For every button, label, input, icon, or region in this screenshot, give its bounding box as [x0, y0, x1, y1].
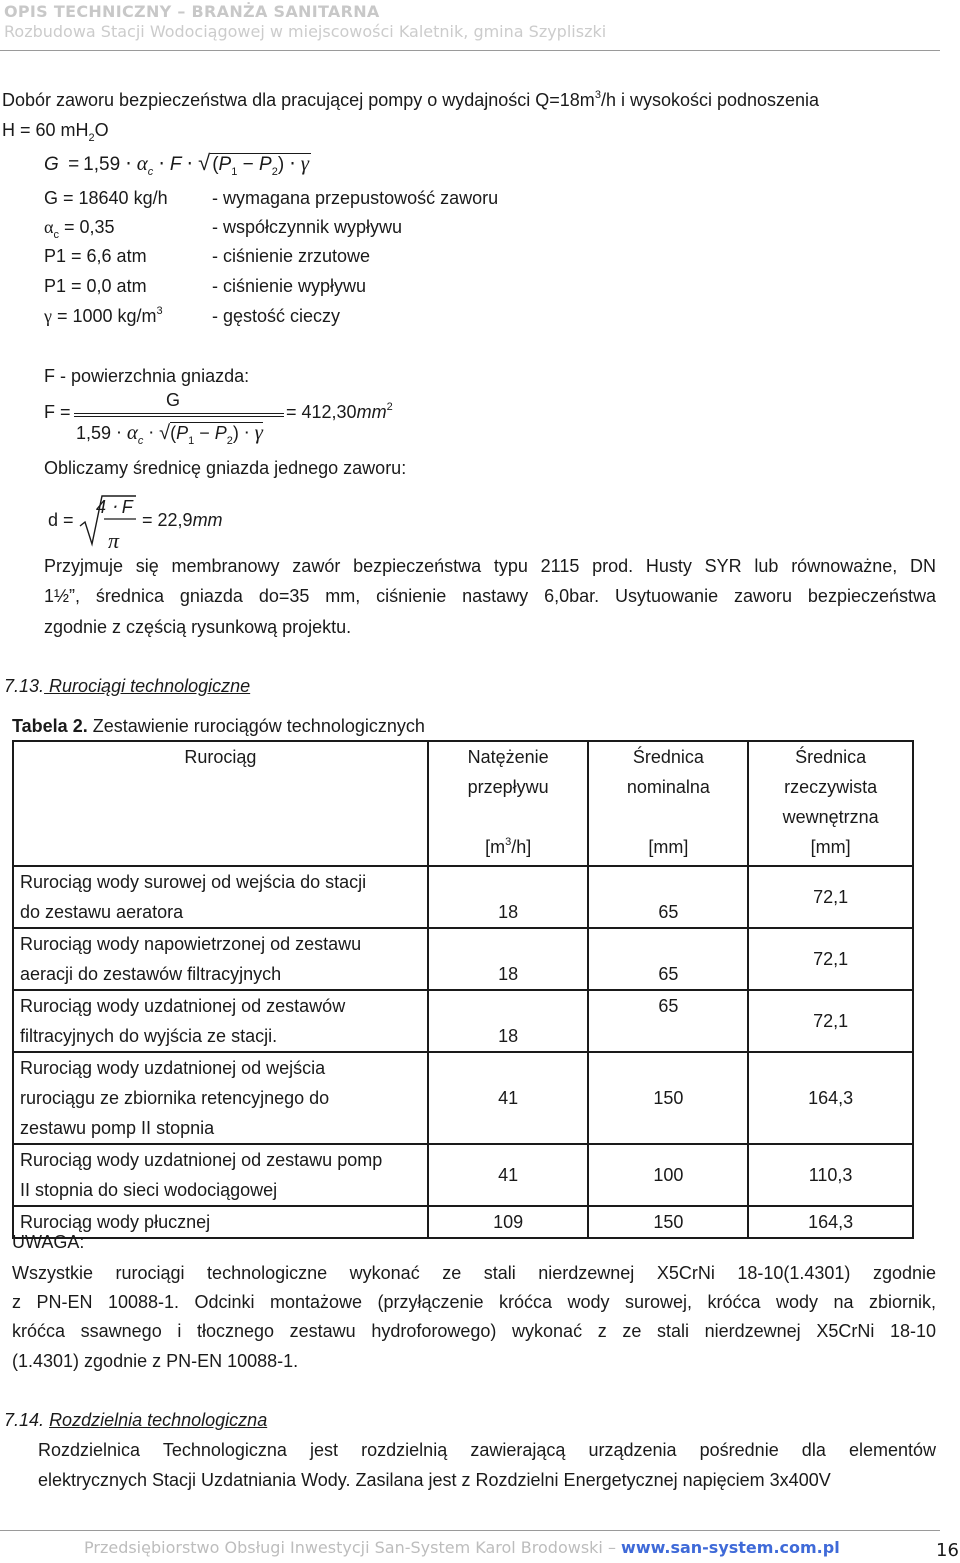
row-dn: 150 [588, 1206, 748, 1238]
formula-d-numerator: 4 ⋅ F [96, 497, 133, 517]
table-row [13, 1144, 913, 1206]
param-desc-gamma: - gęstość cieczy [212, 306, 341, 326]
row-flow: 18 [428, 928, 589, 990]
row-dn: 65 [588, 866, 748, 928]
table-caption: Tabela 2. Zestawienie rurociągów technologicznych [12, 716, 425, 736]
header-dn: Średnica nominalna [588, 741, 748, 832]
selection-text-line-3: zgodnie z częścią rysunkową projektu. [44, 617, 352, 637]
note-line-3: króćca ssawnego i tłocznego zestawu hydroforowego) wykonać z ze stali nierdzewnej X5CrNi 18-10 [12, 1321, 936, 1341]
intro-line-1: Dobór zaworu bezpieczeństwa dla pracującej pompy o wydajności $Q=18m^3/h$ i wysokości podnoszenia [2, 89, 820, 110]
table-row [13, 990, 913, 1052]
header-title: OPIS TECHNICZNY – BRANŻA SANITARNA [4, 2, 380, 21]
table-row [13, 1052, 913, 1144]
units-dn: [mm] [588, 832, 748, 866]
pipes-table [12, 740, 914, 1239]
row-dn: 65 [588, 928, 748, 990]
formula-f-result: = $412,30mm^2$ [286, 401, 393, 422]
row-dint: 164,3 [748, 1052, 913, 1144]
row-dint: 72,1 [748, 928, 913, 990]
formula-f-denominator: $1,59 \cdot \alpha_c \cdot √(P_1 - P_2) \cdot \gamma$ [76, 420, 263, 447]
row-flow: 41 [428, 1144, 589, 1206]
param-desc-p1: - ciśnienie zrzutowe [212, 246, 371, 266]
param-desc-alpha: - współczynnik wypływu [212, 217, 403, 237]
row-dn: 150 [588, 1052, 748, 1144]
section-714-line-2: elektrycznych Stacji Uzdatniania Wody. Zasilana jest z Rozdzielni Energetycznej napięciem 3x400V [38, 1470, 831, 1490]
units-dint: [mm] [748, 832, 913, 866]
row-dint: 110,3 [748, 1144, 913, 1206]
param-desc-p2: - ciśnienie wypływu [212, 276, 367, 296]
table-row [13, 928, 913, 990]
section-713-heading: 7.13. Rurociągi technologiczne [4, 676, 251, 696]
row-dint: 72,1 [748, 866, 913, 928]
note-line-2: z PN-EN 10088-1. Odcinki montażowe (przyłączenie króćca wody surowej, króćca wody na zbiornik, [12, 1292, 936, 1312]
units-empty [13, 832, 428, 866]
row-flow: 109 [428, 1206, 589, 1238]
formula-f-bar-2 [74, 416, 284, 417]
row-name: Rurociąg wody uzdatnionej od zestawu pomp II stopnia do sieci wodociągowej [13, 1144, 428, 1206]
page-number: 16 [936, 1540, 959, 1561]
row-flow: 41 [428, 1052, 589, 1144]
row-dint: 164,3 [748, 1206, 913, 1238]
formula-f-bar [74, 413, 284, 414]
row-name: Rurociąg wody płucznej [13, 1206, 428, 1238]
formula-d-result: = 22,9mm [142, 510, 223, 530]
row-name: Rurociąg wody uzdatnionej od wejścia rurociągu ze zbiornika retencyjnego do zestawu pomp II stopnia [13, 1052, 428, 1144]
section-714-line-1: Rozdzielnica Technologiczna jest rozdzielnią zawierającą urządzenia pośrednie dla elementów [38, 1440, 936, 1460]
header-subtitle: Rozbudowa Stacji Wodociągowej w miejscowości Kaletnik, gmina Szypliszki [4, 22, 607, 41]
table-row [13, 866, 913, 928]
param-symbol-p1: P1 = 6,6 atm [44, 246, 147, 266]
units-flow: $[m^3/h]$ [428, 832, 589, 866]
header-dint: Średnica rzeczywista wewnętrzna [748, 741, 913, 832]
row-name: Rurociąg wody uzdatnionej od zestawów filtracyjnych do wyjścia ze stacji. [13, 990, 428, 1052]
formula-f-lhs: F = [44, 402, 71, 422]
row-flow: 18 [428, 990, 589, 1052]
formula-d-denominator: π [108, 528, 120, 553]
row-flow: 18 [428, 866, 589, 928]
note-line-4: (1.4301) zgodnie z PN-EN 10088-1. [12, 1351, 299, 1371]
row-dint: 72,1 [748, 990, 913, 1052]
footer-text: Przedsiębiorstwo Obsługi Inwestycji San-System Karol Brodowski – www.san-system.com.pl [84, 1538, 840, 1557]
formula-f-numerator: G [166, 390, 181, 410]
row-dn: 100 [588, 1144, 748, 1206]
param-symbol-g: G = 18640 kg/h [44, 188, 168, 208]
selection-text-line-1: Przyjmuje się membranowy zawór bezpieczeństwa typu 2115 prod. Husty SYR lub równoważne, DN [44, 556, 936, 576]
intro-line-2: H = 60 $mH_2O$ [2, 120, 109, 144]
section-d-label: Obliczamy średnicę gniazda jednego zaworu: [44, 458, 407, 478]
note-label: UWAGA: [12, 1232, 85, 1252]
formula-d-lhs: d = [48, 510, 74, 530]
section-714-heading: 7.14. Rozdzielnia technologiczna [4, 1410, 268, 1430]
header-flow: Natężenie przepływu [428, 741, 589, 832]
header-divider [0, 50, 940, 51]
param-symbol-p2: P1 = 0,0 atm [44, 276, 147, 296]
table-units-row [13, 832, 913, 866]
param-symbol-gamma: γ = 1000 $kg/m^3$ [44, 305, 163, 326]
formula-G: $G = 1,59 \cdot \alpha_c \cdot F$ ⋅ √ $(P_1 - P_2) \cdot \gamma$ [44, 150, 310, 178]
header-pipe: Rurociąg [13, 741, 428, 832]
row-dn: 65 [588, 990, 748, 1052]
table-header-row [13, 741, 913, 832]
footer-link[interactable]: www.san-system.com.pl [621, 1538, 840, 1557]
row-name: Rurociąg wody napowietrzonej od zestawu aeracji do zestawów filtracyjnych [13, 928, 428, 990]
row-name: Rurociąg wody surowej od wejścia do stacji do zestawu aeratora [13, 866, 428, 928]
footer-divider [0, 1530, 940, 1531]
section-f-label: F - powierzchnia gniazda: [44, 366, 250, 386]
param-desc-g: - wymagana przepustowość zaworu [212, 188, 499, 208]
param-symbol-alpha: $\alpha_c = 0,35$ [44, 217, 115, 241]
note-line-1: Wszystkie rurociągi technologiczne wykonać ze stali nierdzewnej X5CrNi 18-10(1.4301) zgodnie [12, 1263, 936, 1283]
selection-text-line-2: 1½”, średnica gniazda do=35 mm, ciśnienie nastawy 6,0bar. Usytuowanie zaworu bezpieczeństwa [44, 586, 936, 606]
table-row [13, 1206, 913, 1238]
